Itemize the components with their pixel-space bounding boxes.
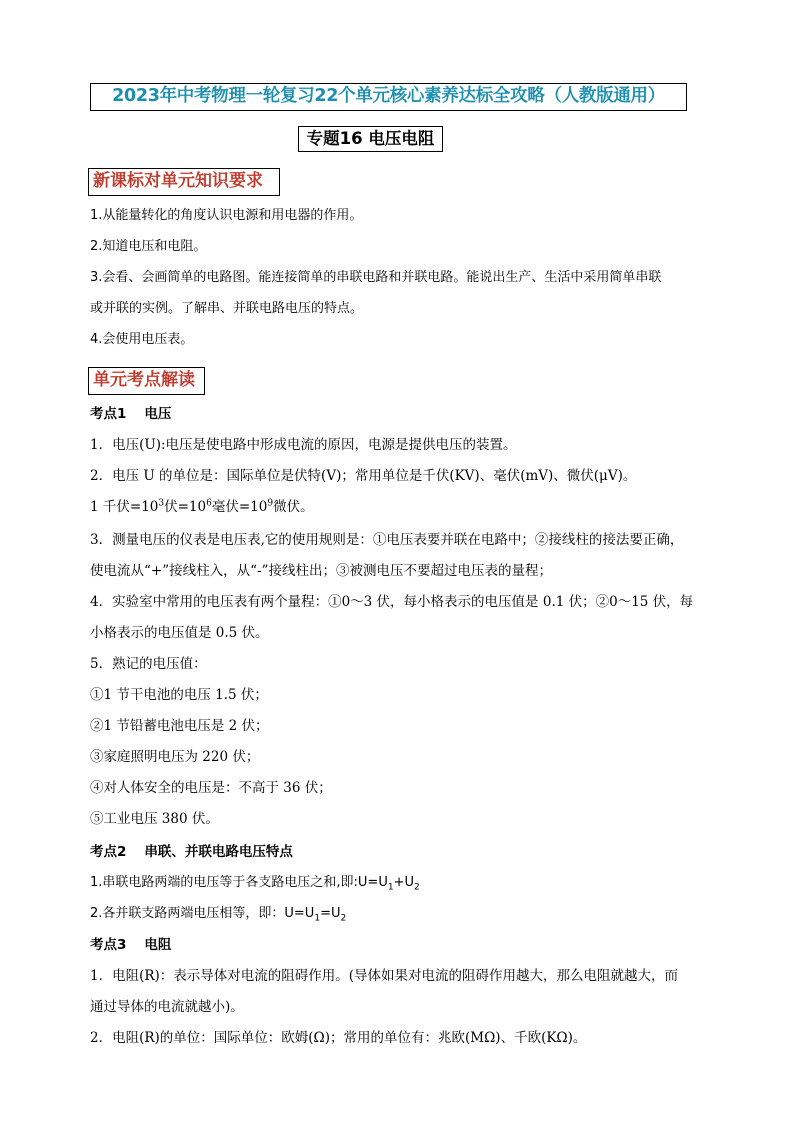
requirement-item: 1.从能量转化的角度认识电源和用电器的作用。 bbox=[90, 208, 363, 223]
key-point-title: 串联、并联电路电压特点 bbox=[144, 844, 293, 860]
topic-title: 专题16 电压电阻 bbox=[298, 126, 443, 152]
unit-conversion-line: 1 千伏$=10^3$伏$=10^6$毫伏$=10^9$微伏。 bbox=[90, 498, 314, 515]
key-point-heading bbox=[90, 843, 293, 861]
requirement-item: 3.会看、会画简单的电路图。能连接简单的串联电路和并联电路。能说出生产、生活中采用简单串联 bbox=[90, 270, 662, 285]
content-line: 使电流从“+”接线柱入，从“-”接线柱出；③被测电压不要超过电压表的量程； bbox=[90, 563, 552, 579]
content-line: ③家庭照明电压为 220 伏； bbox=[90, 749, 260, 765]
content-line: 2.各并联支路两端电压相等，即：$U=U_1=U_2$ bbox=[90, 906, 347, 924]
content-line: ②1 节铅蓄电池电压是 2 伏； bbox=[90, 718, 269, 734]
requirement-item: 2.知道电压和电阻。 bbox=[90, 239, 207, 254]
section-heading-key-points: 单元考点解读 bbox=[88, 367, 205, 395]
content-line: 3．测量电压的仪表是电压表,它的使用规则是：①电压表要并联在电路中；②接线柱的接法要正确， bbox=[90, 532, 684, 548]
content-line: 1.串联电路两端的电压等于各支路电压之和,即$:U=U_1+U_2$ bbox=[90, 875, 420, 893]
content-line: 小格表示的电压值是 0.5 伏。 bbox=[90, 625, 269, 641]
requirement-item: 或并联的实例。了解串、并联电路电压的特点。 bbox=[90, 301, 364, 316]
content-line: 1．电压(U):电压是使电路中形成电流的原因，电源是提供电压的装置。 bbox=[90, 437, 517, 453]
requirement-item: 4.会使用电压表。 bbox=[90, 332, 194, 347]
content-line: ④对人体安全的电压是：不高于 36 伏； bbox=[90, 780, 332, 796]
key-point-heading bbox=[90, 405, 171, 423]
section-heading-requirements: 新课标对单元知识要求 bbox=[88, 168, 280, 196]
key-point-title: 电压 bbox=[144, 406, 172, 422]
content-line: 2．电压 U 的单位是：国际单位是伏特(V)；常用单位是千伏(KV)、毫伏(mV)、微伏(μV)。 bbox=[90, 468, 637, 484]
content-line: 4．实验室中常用的电压表有两个量程：①0～3 伏，每小格表示的电压值是 0.1 伏；②0～15 伏，每 bbox=[90, 594, 694, 610]
content-line: ⑤工业电压 380 伏。 bbox=[90, 811, 219, 827]
content-line: 2．电阻(R)的单位：国际单位：欧姆(Ω)；常用的单位有：兆欧(MΩ)、千欧(KΩ)。 bbox=[90, 1030, 587, 1046]
content-line: ①1 节干电池的电压 1.5 伏； bbox=[90, 687, 268, 703]
key-point-label: 考点1 bbox=[90, 406, 127, 422]
key-point-title: 电阻 bbox=[144, 937, 172, 953]
content-line: 5．熟记的电压值： bbox=[90, 656, 207, 672]
content-line: 通过导体的电流就越小)。 bbox=[90, 999, 244, 1015]
content-line: 1．电阻(R)：表示导体对电流的阻碍作用。(导体如果对电流的阻碍作用越大，那么电阻就越大，而 bbox=[90, 968, 679, 984]
key-point-label: 考点2 bbox=[90, 844, 127, 860]
key-point-label: 考点3 bbox=[90, 937, 127, 953]
document-title: 2023年中考物理一轮复习22个单元核心素养达标全攻略（人教版通用） bbox=[90, 83, 687, 111]
key-point-heading bbox=[90, 936, 171, 954]
